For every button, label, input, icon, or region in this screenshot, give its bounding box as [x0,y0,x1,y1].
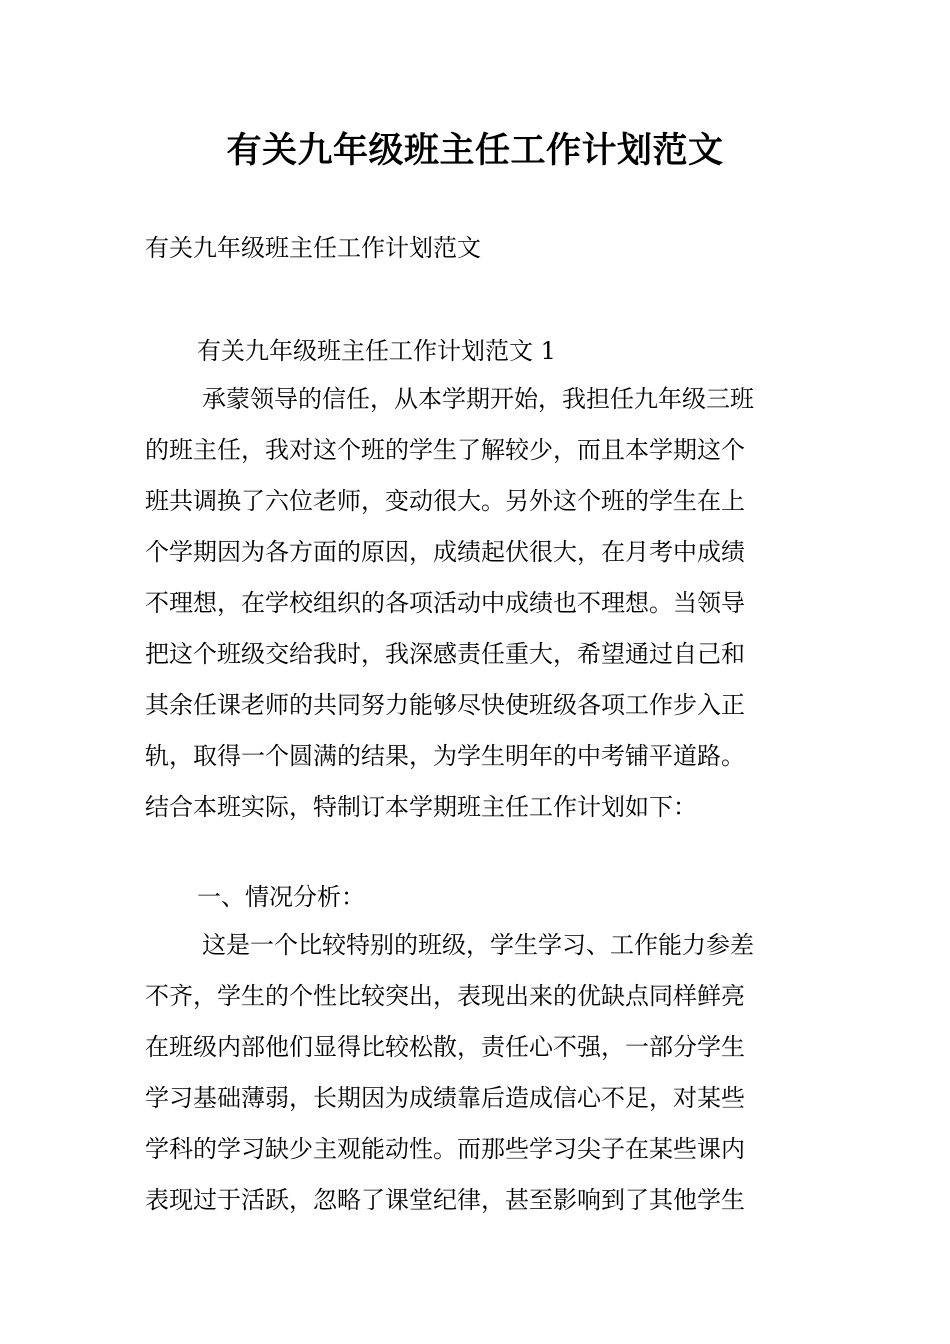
paragraph-line: 把这个班级交给我时，我深感责任重大，希望通过自己和 [145,640,745,668]
paragraph-line: 个学期因为各方面的原因，成绩起伏很大，在月考中成绩 [145,538,745,566]
paragraph-line: 这是一个比较特别的班级，学生学习、工作能力参差 [202,931,754,959]
paragraph-line: 学习基础薄弱，长期因为成绩靠后造成信心不足，对某些 [145,1084,745,1112]
section-heading: 有关九年级班主任工作计划范文 1 [197,337,556,365]
paragraph-line: 表现过于活跃，忽略了课堂纪律，甚至影响到了其他学生 [145,1186,745,1214]
paragraph-line: 的班主任，我对这个班的学生了解较少，而且本学期这个 [145,436,745,464]
paragraph-line: 轨，取得一个圆满的结果，为学生明年的中考铺平道路。 [145,742,745,770]
paragraph-line: 不齐，学生的个性比较突出，表现出来的优缺点同样鲜亮 [145,982,745,1010]
paragraph-line: 班共调换了六位老师，变动很大。另外这个班的学生在上 [145,487,745,515]
document-subtitle: 有关九年级班主任工作计划范文 [145,234,481,262]
paragraph-line: 不理想，在学校组织的各项活动中成绩也不理想。当领导 [145,589,745,617]
analysis-heading: 一、情况分析： [197,883,365,911]
paragraph-line: 学科的学习缺少主观能动性。而那些学习尖子在某些课内 [145,1135,745,1163]
paragraph-line: 结合本班实际，特制订本学期班主任工作计划如下： [145,793,697,821]
paragraph-line: 承蒙领导的信任，从本学期开始，我担任九年级三班 [202,385,754,413]
document-title: 有关九年级班主任工作计划范文 [226,131,724,171]
paragraph-analysis [145,920,807,1226]
paragraph-line: 其余任课老师的共同努力能够尽快使班级各项工作步入正 [145,691,745,719]
paragraph-intro [145,374,807,833]
paragraph-line: 在班级内部他们显得比较松散，责任心不强，一部分学生 [145,1033,745,1061]
